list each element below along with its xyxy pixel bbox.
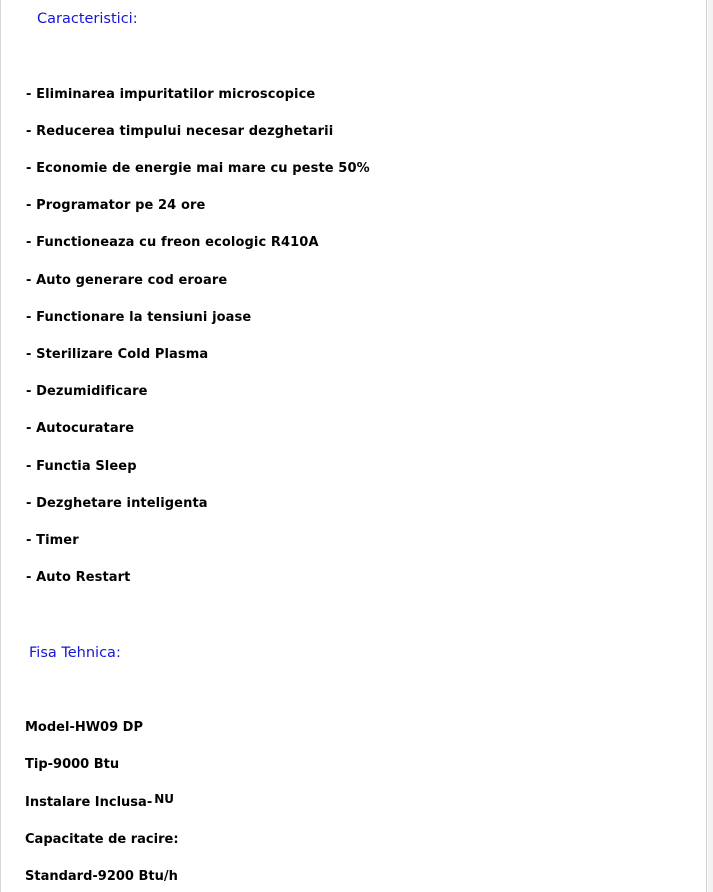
feature-item: - Reducerea timpului necesar dezghetarii: [26, 124, 334, 139]
spec-model: Model-HW09 DP: [25, 720, 143, 735]
scrollbar-track[interactable]: [708, 0, 713, 892]
feature-item: - Auto Restart: [26, 570, 131, 585]
feature-item: - Functia Sleep: [26, 459, 137, 474]
spec-tip: Tip-9000 Btu: [25, 757, 120, 772]
feature-item: - Auto generare cod eroare: [26, 273, 228, 288]
feature-item: - Timer: [26, 533, 79, 548]
caracteristici-heading: [37, 10, 138, 28]
spec-standard: Standard-9200 Btu/h: [25, 869, 178, 884]
fisa-tehnica-colon: :: [115, 645, 121, 661]
feature-item: - Eliminarea impuritatilor microscopice: [26, 87, 316, 102]
feature-item: - Sterilizare Cold Plasma: [26, 347, 209, 362]
fisa-tehnica-heading: [29, 644, 121, 662]
feature-item: - Programator pe 24 ore: [26, 198, 206, 213]
caracteristici-title: Caracteristici: [37, 11, 133, 27]
feature-item: - Dezghetare inteligenta: [26, 496, 208, 511]
feature-item: - Functionare la tensiuni joase: [26, 310, 252, 325]
fisa-tehnica-title: Fisa Tehnica: [29, 645, 116, 661]
feature-item: - Functioneaza cu freon ecologic R410A: [26, 235, 319, 250]
spec-instalare-label: Instalare Inclusa-: [25, 795, 153, 810]
spec-instalare: [25, 794, 174, 811]
caracteristici-colon: :: [132, 11, 138, 27]
feature-item: - Dezumidificare: [26, 384, 148, 399]
feature-item: - Economie de energie mai mare cu peste 50%: [26, 161, 370, 176]
spec-instalare-value: NU: [154, 792, 175, 806]
spec-capacitate: Capacitate de racire:: [25, 832, 179, 847]
feature-item: - Autocuratare: [26, 421, 135, 436]
